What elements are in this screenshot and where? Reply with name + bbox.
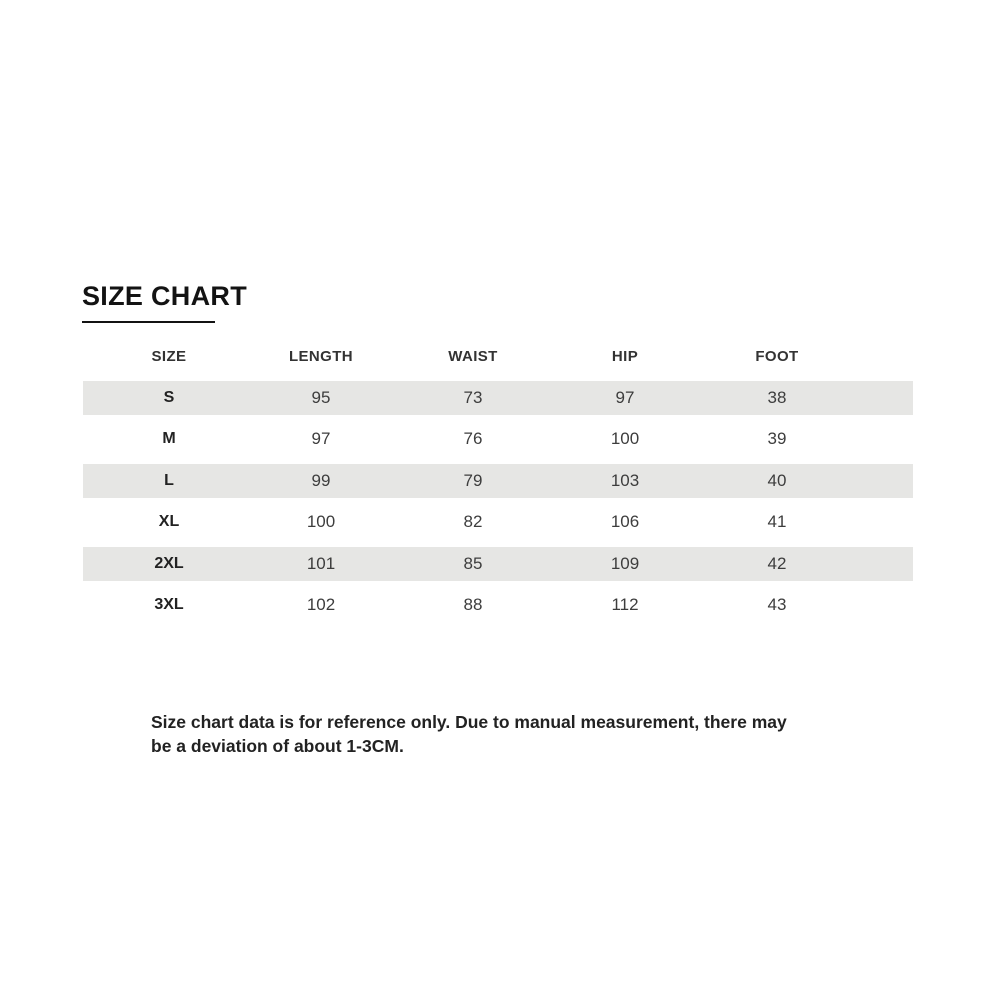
waist-value: 82 (463, 512, 483, 532)
table-row-xl (83, 502, 913, 544)
note-line-2: be a deviation of about 1-3CM. (151, 735, 404, 756)
foot-value: 40 (767, 470, 787, 490)
size-label: L (164, 471, 174, 489)
size-label: S (163, 388, 175, 406)
hip-value: 97 (615, 387, 635, 407)
table-row-m (83, 419, 913, 461)
hip-value: 112 (611, 595, 639, 615)
column-header-hip: HIP (611, 347, 639, 365)
table-row-3xl (83, 585, 913, 627)
waist-value: 88 (463, 595, 483, 615)
length-value: 100 (306, 512, 336, 532)
length-value: 95 (311, 387, 331, 407)
waist-value: 76 (463, 429, 483, 449)
title-underline (82, 321, 215, 323)
size-chart-table (83, 335, 913, 626)
foot-value: 39 (767, 429, 787, 449)
table-header-row (83, 335, 913, 377)
foot-value: 43 (767, 595, 787, 615)
foot-value: 42 (767, 553, 787, 573)
foot-value: 38 (767, 387, 787, 407)
hip-value: 106 (610, 512, 640, 532)
length-value: 99 (311, 470, 331, 490)
measurement-disclaimer-note (151, 711, 787, 758)
note-line-1: Size chart data is for reference only. Due to manual measurement, there may (151, 712, 787, 732)
column-header-length: LENGTH (288, 347, 354, 365)
size-label: 3XL (154, 596, 184, 614)
table-row-2xl (83, 543, 913, 585)
size-label: 2XL (154, 554, 184, 572)
waist-value: 73 (463, 387, 483, 407)
table-row-l (83, 460, 913, 502)
column-header-waist: WAIST (448, 347, 498, 365)
column-header-size: SIZE (151, 347, 187, 365)
length-value: 97 (311, 429, 331, 449)
size-label: XL (158, 513, 180, 531)
length-value: 101 (306, 553, 336, 573)
length-value: 102 (306, 595, 336, 615)
hip-value: 109 (610, 553, 640, 573)
page-title: SIZE CHART (82, 281, 247, 311)
hip-value: 103 (610, 470, 640, 490)
hip-value: 100 (610, 429, 640, 449)
waist-value: 85 (463, 553, 483, 573)
waist-value: 79 (463, 470, 483, 490)
column-header-foot: FOOT (755, 347, 799, 365)
table-row-s (83, 377, 913, 419)
size-label: M (162, 430, 176, 448)
foot-value: 41 (767, 512, 787, 532)
